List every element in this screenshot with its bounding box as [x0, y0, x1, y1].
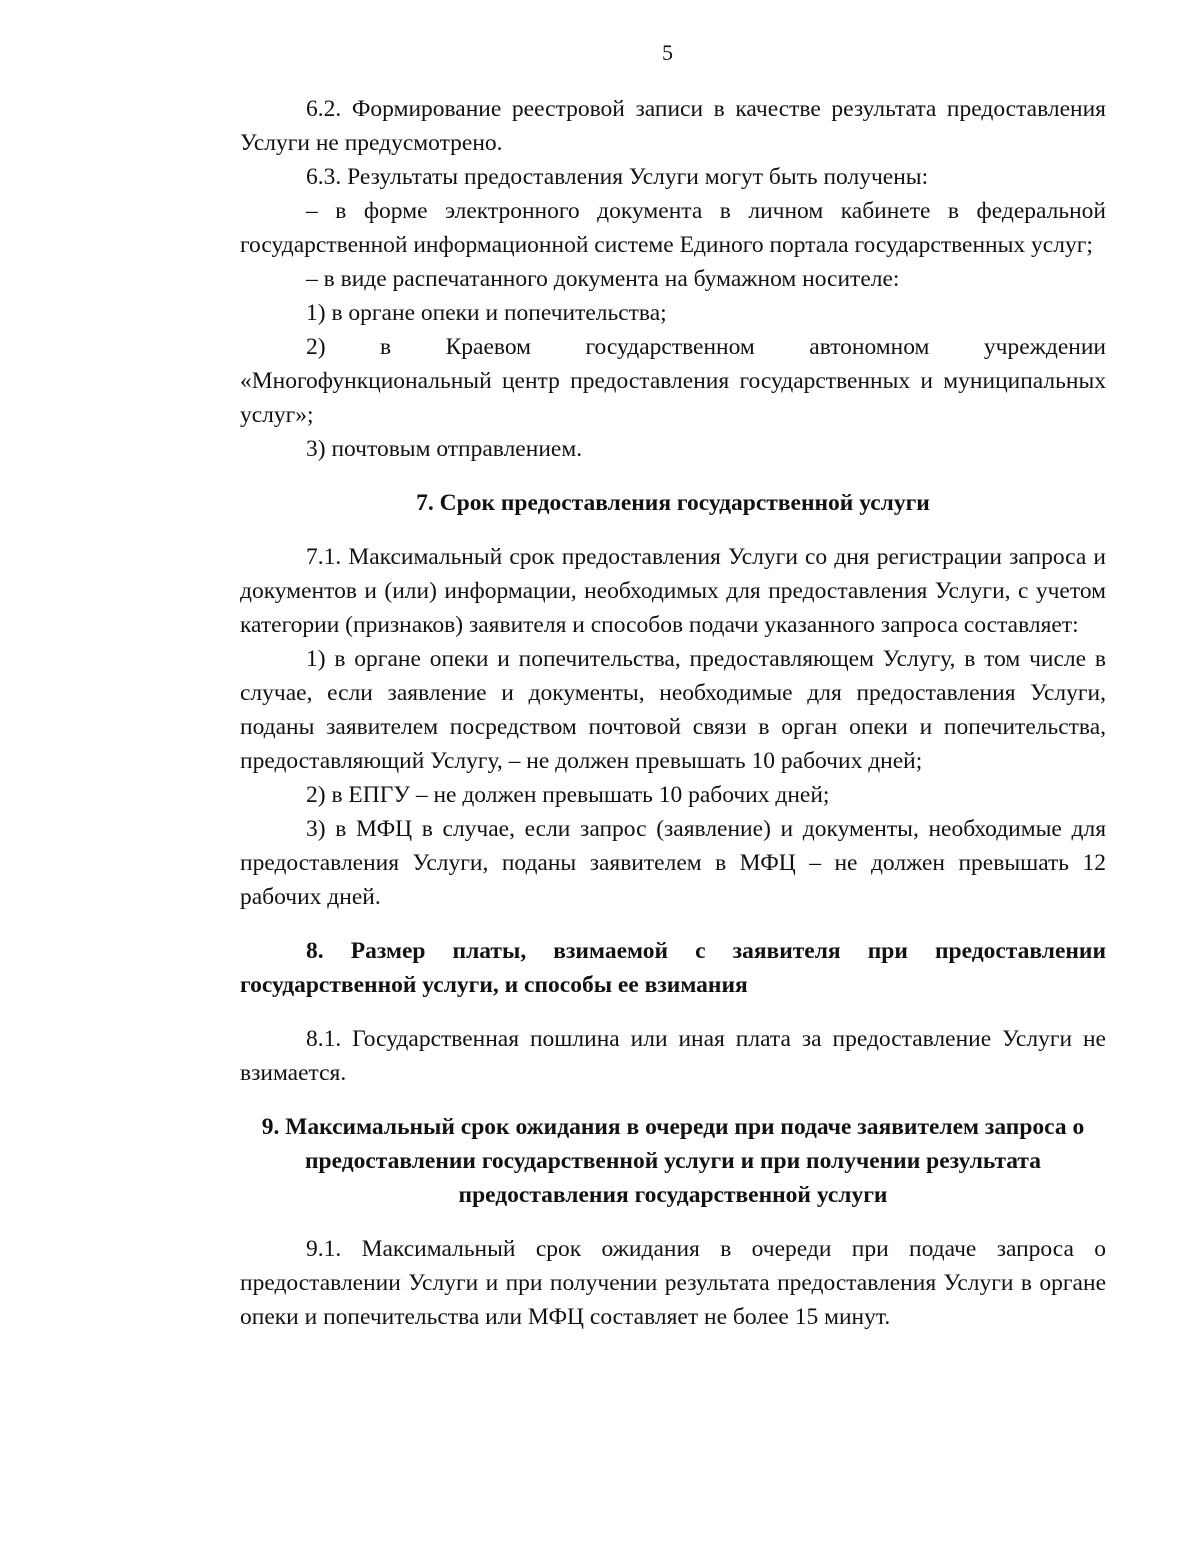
heading-section-7: 7. Срок предоставления государственной услуги [416, 490, 930, 516]
list-item-7-1-2: 2) в ЕПГУ – не должен превышать 10 рабочих дней; [306, 782, 830, 808]
paragraph-7-1: 7.1. Максимальный срок предоставления Услуги со дня регистрации запроса и документов и (или) информации, необходимых для предоставления Услуги, с учетом категории (признаков) заявителя и способов подачи указанного запроса составляет: [240, 544, 1106, 638]
list-item-1-guardianship: 1) в органе опеки и попечительства; [306, 300, 667, 326]
paragraph-6-2: 6.2. Формирование реестровой записи в качестве результата предоставления Услуги не предусмотрено. [240, 96, 1106, 156]
list-item-7-1-3: 3) в МФЦ в случае, если запрос (заявление) и документы, необходимые для предоставления Услуги, поданы заявителем в МФЦ – не должен превышать 12 рабочих дней. [240, 816, 1106, 910]
list-item-electronic: – в форме электронного документа в личном кабинете в федеральной государственной информационной системе Единого портала государственных услуг; [240, 198, 1106, 258]
heading-section-9: 9. Максимальный срок ожидания в очереди при подаче заявителем запроса о предоставлении государственной услуги и при получении результата предоставления государственной услуги [261, 1114, 1085, 1208]
list-item-2-mfc: 2) в Краевом государственном автономном учреждении «Многофункциональный центр предоставления государственных и муниципальных услуг»; [240, 334, 1106, 428]
spacer [240, 466, 1106, 486]
page-number: 5 [662, 40, 673, 65]
document-body [240, 92, 1106, 1334]
spacer [240, 1090, 1106, 1110]
spacer [240, 520, 1106, 540]
spacer [240, 914, 1106, 934]
list-item-7-1-1: 1) в органе опеки и попечительства, предоставляющем Услугу, в том числе в случае, если заявление и документы, необходимые для предоставления Услуги, поданы заявителем посредством почтовой связи в орган опеки и попечительства, предоставляющий Услугу, – не должен превышать 10 рабочих дней; [240, 646, 1106, 774]
spacer [240, 1002, 1106, 1022]
paragraph-6-3: 6.3. Результаты предоставления Услуги могут быть получены: [306, 164, 929, 190]
list-item-3-post: 3) почтовым отправлением. [306, 436, 583, 462]
paragraph-8-1: 8.1. Государственная пошлина или иная плата за предоставление Услуги не взимается. [240, 1026, 1106, 1086]
heading-section-8: 8. Размер платы, взимаемой с заявителя при предоставлении государственной услуги, и способы ее взимания [240, 938, 1106, 998]
list-item-paper: – в виде распечатанного документа на бумажном носителе: [306, 266, 900, 292]
paragraph-9-1: 9.1. Максимальный срок ожидания в очереди при подаче запроса о предоставлении Услуги и при получении результата предоставления Услуги в органе опеки и попечительства или МФЦ составляет не более 15 минут. [240, 1236, 1106, 1330]
spacer [240, 1212, 1106, 1232]
